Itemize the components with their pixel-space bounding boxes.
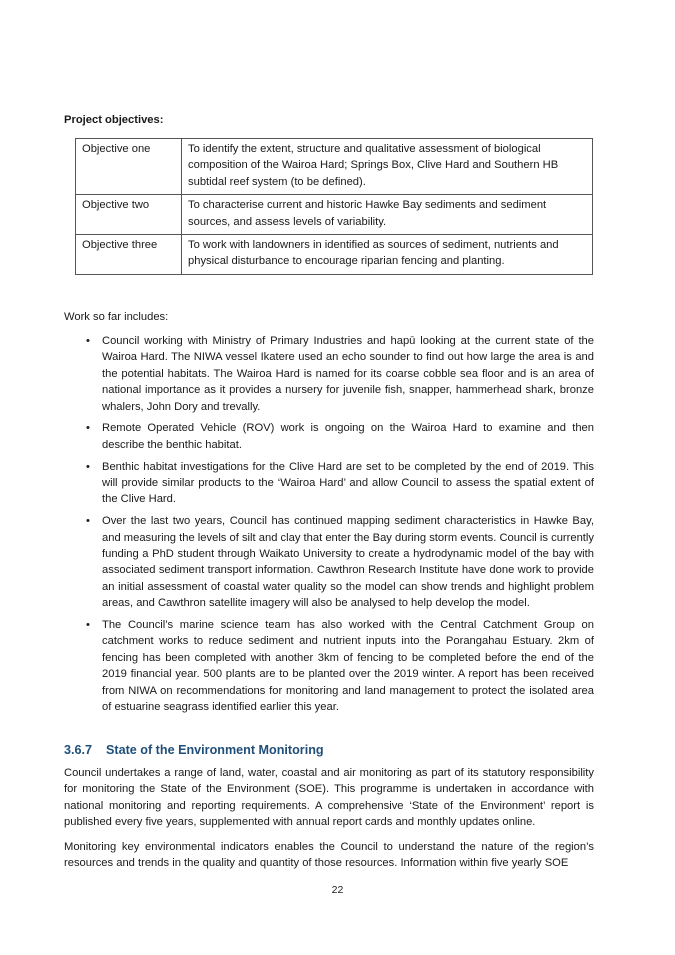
list-item [64,459,594,508]
list-item [64,420,594,453]
table-row [76,195,593,235]
section-title: State of the Environment Monitoring [106,743,324,757]
page-number: 22 [331,884,344,896]
list-item [64,333,594,415]
objectives-table [75,138,593,275]
list-item-text: Council working with Ministry of Primary Industries and hapū looking at the current state of the Wairoa Hard. The NIWA vessel Ikatere used an echo sounder to find out how large the area is and the potential habitats. The Wairoa Hard is named for its coarse cobble sea floor and is an area of national importance as it provides a nursery for juvenile fish, snapper, hammerhead shark, bronze whalers, John Dory and trevally. [102,335,594,413]
objective-name: Objective two [76,195,182,235]
list-item-text: Over the last two years, Council has continued mapping sediment characteristics in Hawke Bay, and measuring the levels of silt and clay that enter the Bay during storm events. Council is currently funding a PhD student through Waikato University to create a hydrodynamic model of the bay with associated sediment transport information. Cawthron Research Institute have done work to provide an initial assessment of coastal water quality so the model can show trends and highlight problem areas, and Cawthron satellite imagery will also be analysed to help develop the model. [102,515,594,610]
bullet-icon: • [86,422,90,435]
list-item [64,513,594,611]
objectives-heading: Project objectives: [64,114,164,126]
list-item-text: The Council’s marine science team has also worked with the Central Catchment Group on catchment works to reduce sediment and nutrient inputs into the Porangahau Estuary. 2km of fencing has been completed with another 3km of fencing to be completed before the end of the 2019 financial year. 500 plants are to be planted over the 2019 winter. A report has been received from NIWA on recommendations for monitoring and land management to protect the isolated area of estuarine seagrass identified earlier this year. [102,619,594,714]
table-row [76,235,593,275]
objective-description: To characterise current and historic Hawke Bay sediments and sediment sources, and assess levels of variability. [182,195,593,235]
section-heading [64,743,324,757]
list-item [64,617,594,715]
objective-name: Objective three [76,235,182,275]
bullet-icon: • [86,460,90,473]
body-paragraph: Council undertakes a range of land, water, coastal and air monitoring as part of its statutory responsibility for monitoring the State of the Environment (SOE). This programme is undertaken in accordance with national monitoring and reporting requirements. A comprehensive ‘State of the Environment’ report is published every five years, supplemented with annual report cards and monthly updates online. [64,767,594,829]
list-item-text: Benthic habitat investigations for the Clive Hard are set to be completed by the end of 2019. This will provide similar products to the ‘Wairoa Hard’ and allow Council to assess the spatial extent of the Clive Hard. [102,460,594,506]
bullet-icon: • [86,515,90,528]
body-paragraph: Monitoring key environmental indicators enables the Council to understand the nature of the region’s resources and trends in the quality and quantity of those resources. Information within five yearly SOE [64,841,594,870]
objective-description: To work with landowners in identified as sources of sediment, nutrients and physical disturbance to encourage riparian fencing and planting. [182,235,593,275]
objective-description: To identify the extent, structure and qualitative assessment of biological composition of the Wairoa Hard; Springs Box, Clive Hard and Southern HB subtidal reef system (to be defined). [182,139,593,195]
bullet-icon: • [86,335,90,347]
work-list [64,333,594,721]
objective-name: Objective one [76,139,182,195]
section-number: 3.6.7 [64,743,93,757]
table-row [76,139,593,195]
bullet-icon: • [86,619,90,632]
work-intro: Work so far includes: [64,311,169,323]
list-item-text: Remote Operated Vehicle (ROV) work is ongoing on the Wairoa Hard to examine and then describe the benthic habitat. [102,422,594,451]
